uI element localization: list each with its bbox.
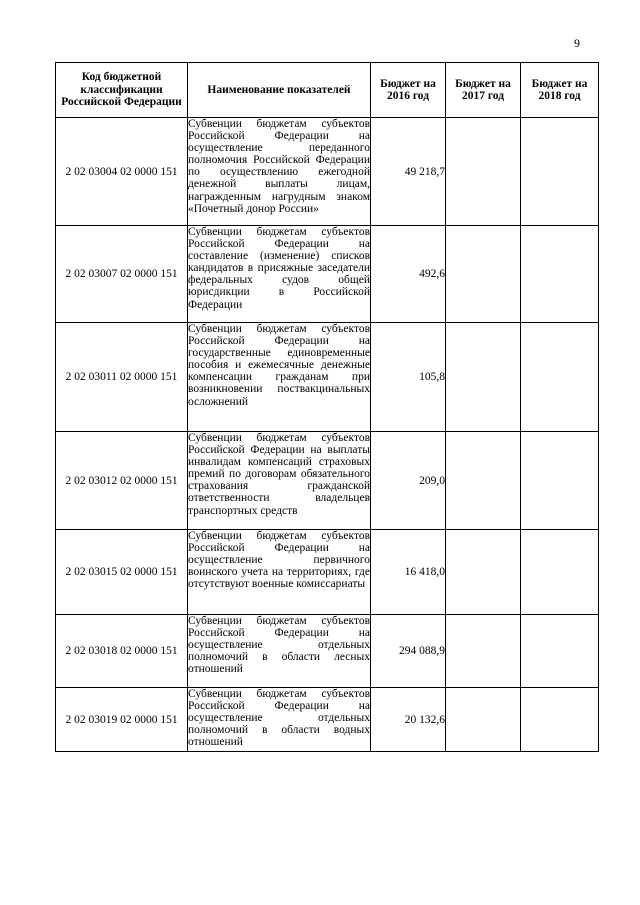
- cell-budget-2017: [446, 432, 521, 530]
- cell-name: Субвенции бюджетам субъектов Российской Федерации на государственные единовременные пособия и ежемесячные денежные компенсации гражданам при возникновении поствакцинальных осложнений: [188, 323, 371, 432]
- cell-name: Субвенции бюджетам субъектов Российской Федерации на осуществление переданного полномочия Российской Федерации по осуществлению ежегодной денежной выплаты лицам, награжденным нагрудным знаком «Почетный донор России»: [188, 118, 371, 226]
- cell-budget-2016: 49 218,7: [371, 118, 446, 226]
- table-row: [56, 432, 599, 530]
- cell-code: 2 02 03004 02 0000 151: [56, 118, 188, 226]
- cell-budget-2016: 16 418,0: [371, 530, 446, 615]
- table-header-row: [56, 63, 599, 118]
- cell-budget-2017: [446, 530, 521, 615]
- cell-budget-2017: [446, 688, 521, 752]
- cell-budget-2018: [521, 226, 599, 323]
- cell-code: 2 02 03018 02 0000 151: [56, 615, 188, 688]
- budget-table: [55, 62, 599, 752]
- cell-budget-2016: 294 088,9: [371, 615, 446, 688]
- cell-budget-2018: [521, 118, 599, 226]
- cell-budget-2016: 209,0: [371, 432, 446, 530]
- cell-budget-2018: [521, 432, 599, 530]
- header-name: Наименование показателей: [188, 63, 371, 118]
- cell-name: Субвенции бюджетам субъектов Российской Федерации на осуществление первичного воинского учета на территориях, где отсутствуют военные комиссариаты: [188, 530, 371, 615]
- cell-budget-2016: 105,8: [371, 323, 446, 432]
- cell-budget-2017: [446, 615, 521, 688]
- cell-budget-2017: [446, 226, 521, 323]
- cell-code: 2 02 03012 02 0000 151: [56, 432, 188, 530]
- table-row: [56, 688, 599, 752]
- cell-name: Субвенции бюджетам субъектов Российской Федерации на осуществление отдельных полномочий в области лесных отношений: [188, 615, 371, 688]
- cell-name: Субвенции бюджетам субъектов Российской Федерации на осуществление отдельных полномочий в области водных отношений: [188, 688, 371, 752]
- cell-code: 2 02 03019 02 0000 151: [56, 688, 188, 752]
- table-row: [56, 615, 599, 688]
- cell-budget-2017: [446, 118, 521, 226]
- header-budget-2017: Бюджет на 2017 год: [446, 63, 521, 118]
- header-code: Код бюджетной классификации Российской Федерации: [56, 63, 188, 118]
- cell-budget-2018: [521, 530, 599, 615]
- table-row: [56, 323, 599, 432]
- cell-name: Субвенции бюджетам субъектов Российской Федерации на выплаты инвалидам компенсаций страховых премий по договорам обязательного страхования гражданской ответственности владельцев транспортных средств: [188, 432, 371, 530]
- cell-budget-2017: [446, 323, 521, 432]
- page-number: 9: [574, 36, 580, 50]
- cell-budget-2018: [521, 615, 599, 688]
- cell-budget-2016: 492,6: [371, 226, 446, 323]
- table-row: [56, 226, 599, 323]
- cell-code: 2 02 03011 02 0000 151: [56, 323, 188, 432]
- cell-name: Субвенции бюджетам субъектов Российской Федерации на составление (изменение) списков кандидатов в присяжные заседатели федеральных судов общей юрисдикции в Российской Федерации: [188, 226, 371, 323]
- table-row: [56, 118, 599, 226]
- cell-budget-2018: [521, 323, 599, 432]
- cell-budget-2018: [521, 688, 599, 752]
- header-budget-2016: Бюджет на 2016 год: [371, 63, 446, 118]
- cell-code: 2 02 03007 02 0000 151: [56, 226, 188, 323]
- header-budget-2018: Бюджет на 2018 год: [521, 63, 599, 118]
- cell-code: 2 02 03015 02 0000 151: [56, 530, 188, 615]
- table-row: [56, 530, 599, 615]
- cell-budget-2016: 20 132,6: [371, 688, 446, 752]
